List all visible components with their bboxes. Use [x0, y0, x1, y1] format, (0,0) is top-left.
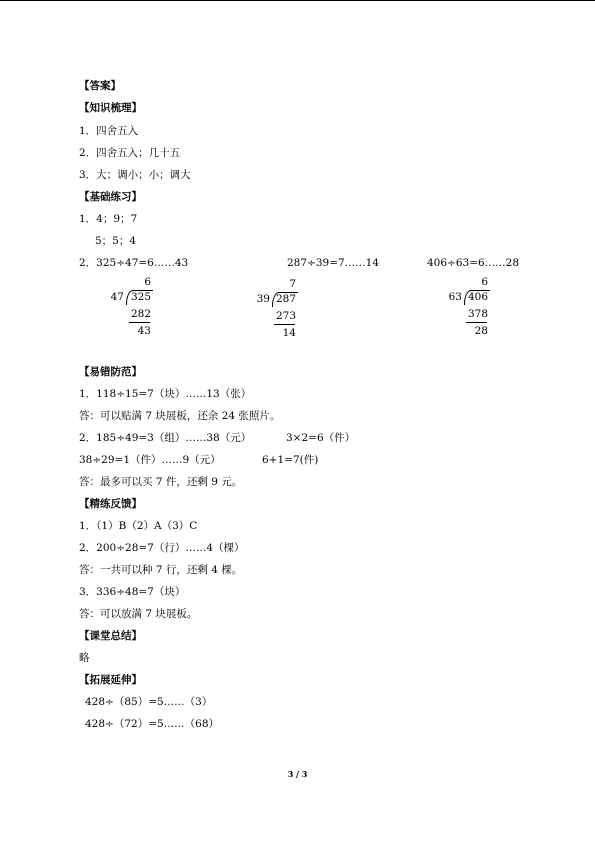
section-title-basic: 【基础练习】: [79, 191, 142, 203]
dividend: 325: [130, 291, 151, 303]
quotient: 6: [144, 276, 151, 288]
mistakes-line-2a: 2．185÷49=3（组）……38（元）: [79, 432, 252, 444]
quotient: 7: [289, 278, 296, 290]
practice-line-4: 3．336÷48=7（块）: [79, 586, 186, 598]
product: 273: [275, 310, 296, 322]
subtraction-line: [129, 322, 150, 323]
product: 282: [130, 308, 151, 320]
basic-eq-b: 287÷39=7……14: [287, 257, 380, 269]
knowledge-line-2: 2．四舍五入；几十五: [79, 147, 181, 159]
basic-eq-a: 2．325÷47=6……43: [79, 257, 189, 269]
long-division-1: [110, 276, 160, 340]
subtraction-line: [274, 324, 295, 325]
mistakes-line-3b: 6+1=7(件): [262, 454, 319, 466]
practice-line-2: 2．200÷28=7（行）……4（棵）: [79, 542, 245, 554]
remainder: 14: [282, 327, 296, 339]
mistakes-line-2b: 3×2=6（件）: [286, 432, 356, 444]
mistakes-line-3a: 38÷29=1（件）……9（元）: [79, 454, 221, 466]
dividend: 406: [467, 291, 488, 303]
mistakes-line-1: 1．118÷15=7（块）……13（张）: [79, 388, 252, 400]
page-number: 3 / 3: [287, 769, 308, 779]
extension-line-2: 428÷（72）=5……（68）: [85, 718, 220, 730]
section-title-summary: 【课堂总结】: [79, 630, 142, 642]
remainder: 28: [474, 325, 488, 337]
knowledge-line-3: 3．大；调小；小；调大: [79, 169, 191, 181]
basic-line-1b: 5；5；4: [95, 235, 137, 247]
section-title-mistakes: 【易错防范】: [79, 366, 142, 378]
basic-eq-c: 406÷63=6……28: [427, 257, 520, 269]
practice-line-1: 1．（1）B（2）A（3）C: [79, 520, 198, 532]
mistakes-answer-2: 答：最多可以买 7 件，还剩 9 元。: [79, 476, 243, 488]
subtraction-line: [466, 322, 487, 323]
practice-line-3: 答：一共可以种 7 行，还剩 4 棵。: [79, 564, 243, 576]
divisor: 39: [256, 293, 270, 305]
mistakes-answer-1: 答：可以贴满 7 块展板，还余 24 张照片。: [79, 410, 281, 422]
divisor: 63: [448, 291, 462, 303]
practice-line-5: 答：可以放满 7 块展板。: [79, 608, 198, 620]
section-title-extension: 【拓展延伸】: [79, 674, 142, 686]
long-division-3: [448, 276, 498, 340]
section-title-knowledge: 【知识梳理】: [79, 102, 142, 114]
basic-line-1: 1．4；9；7: [79, 213, 138, 225]
header-rule: [0, 0, 595, 1]
long-division-2: [256, 278, 306, 342]
quotient: 6: [481, 276, 488, 288]
extension-line-1: 428÷（85）=5……（3）: [85, 696, 213, 708]
summary-line: 略: [79, 652, 90, 664]
remainder: 43: [137, 325, 151, 337]
answer-heading: 【答案】: [79, 80, 121, 92]
divisor: 47: [110, 291, 124, 303]
knowledge-line-1: 1．四舍五入: [79, 125, 139, 137]
section-title-practice: 【精练反馈】: [79, 498, 142, 510]
product: 378: [467, 308, 488, 320]
dividend: 287: [275, 293, 296, 305]
